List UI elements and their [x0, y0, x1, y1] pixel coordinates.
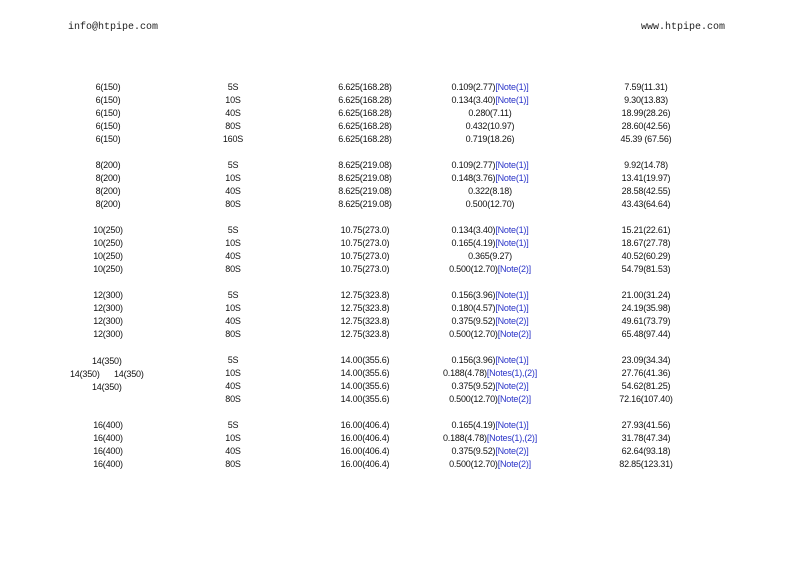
wall-thickness-cell [420, 185, 560, 198]
note-reference-link[interactable]: [Note(1)] [495, 160, 529, 170]
note-reference-link[interactable]: [Notes(1),(2)] [486, 368, 538, 378]
table-row [0, 159, 793, 172]
wall-thickness-cell [420, 367, 560, 380]
schedule-cell: 5S [227, 290, 239, 300]
weight-cell: 23.09(34.34) [621, 355, 671, 365]
wall-thickness-value: 0.500(12.70) [449, 264, 498, 274]
schedule-cell: 5S [227, 82, 239, 92]
note-reference-link[interactable]: [Note(1)] [495, 355, 529, 365]
schedule-cell: 80S [225, 264, 241, 274]
table-row [0, 263, 793, 276]
wall-thickness-cell [420, 432, 560, 445]
wall-thickness-cell [420, 224, 560, 237]
schedule-cell: 10S [225, 433, 241, 443]
note-reference-link[interactable]: [Note(2)] [497, 329, 531, 339]
wall-thickness-value: 0.500(12.70) [449, 394, 498, 404]
wall-thickness-value: 0.719(18.26) [465, 134, 515, 144]
wall-thickness-cell [420, 120, 560, 133]
wall-thickness-cell [420, 237, 560, 250]
note-reference-link[interactable]: [Note(1)] [495, 303, 529, 313]
wall-thickness-value: 0.375(9.52) [451, 381, 496, 391]
outside-diameter-cell: 8.625(219.08) [338, 199, 392, 209]
wall-thickness-cell [420, 81, 560, 94]
weight-cell: 43.43(64.64) [621, 199, 671, 209]
table-row [0, 81, 793, 94]
wall-thickness-cell [420, 380, 560, 393]
wall-thickness-cell [420, 458, 560, 471]
wall-thickness-cell [420, 315, 560, 328]
outside-diameter-cell: 14.00(355.6) [340, 381, 390, 391]
nominal-size-cell: 6(150) [95, 95, 121, 105]
outside-diameter-cell: 10.75(273.0) [340, 264, 390, 274]
table-row [0, 458, 793, 471]
weight-cell: 49.61(73.79) [621, 316, 671, 326]
outside-diameter-cell: 12.75(323.8) [340, 316, 390, 326]
weight-cell: 27.93(41.56) [621, 420, 671, 430]
nominal-size-cell: 10(250) [93, 225, 123, 235]
schedule-cell: 80S [225, 459, 241, 469]
schedule-cell: 80S [225, 121, 241, 131]
outside-diameter-cell: 6.625(168.28) [338, 134, 392, 144]
wall-thickness-value: 0.109(2.77) [451, 160, 496, 170]
wall-thickness-value: 0.180(4.57) [451, 303, 496, 313]
wall-thickness-value: 0.432(10.97) [465, 121, 515, 131]
table-row [0, 107, 793, 120]
table-row [0, 380, 793, 393]
table-row [0, 133, 793, 146]
schedule-cell: 40S [225, 381, 241, 391]
outside-diameter-cell: 16.00(406.4) [340, 459, 390, 469]
schedule-cell: 40S [225, 108, 241, 118]
note-reference-link[interactable]: [Note(1)] [495, 173, 529, 183]
nominal-size-cell: 16(400) [93, 446, 123, 456]
outside-diameter-cell: 8.625(219.08) [338, 186, 392, 196]
nominal-size-cell: 10(250) [93, 264, 123, 274]
outside-diameter-cell: 14.00(355.6) [340, 368, 390, 378]
wall-thickness-cell [420, 159, 560, 172]
outside-diameter-cell: 16.00(406.4) [340, 446, 390, 456]
nominal-size-cell: 8(200) [95, 199, 121, 209]
nominal-size-cell: 6(150) [95, 108, 121, 118]
weight-cell: 28.60(42.56) [621, 121, 671, 131]
note-reference-link[interactable]: [Note(1)] [495, 238, 529, 248]
table-row [0, 198, 793, 211]
table-row [0, 237, 793, 250]
outside-diameter-cell: 14.00(355.6) [340, 394, 390, 404]
table-row [0, 432, 793, 445]
outside-diameter-cell: 12.75(323.8) [340, 303, 390, 313]
wall-thickness-value: 0.148(3.76) [451, 173, 496, 183]
header-email: info@htpipe.com [68, 22, 159, 33]
nominal-size-cell: 10(250) [93, 251, 123, 261]
weight-cell: 9.92(14.78) [624, 160, 668, 170]
schedule-cell: 10S [225, 95, 241, 105]
note-reference-link[interactable]: [Note(1)] [495, 95, 529, 105]
note-reference-link[interactable]: [Note(1)] [495, 420, 529, 430]
table-row [0, 367, 793, 380]
wall-thickness-cell [420, 289, 560, 302]
wall-thickness-cell [420, 250, 560, 263]
table-row [0, 172, 793, 185]
weight-cell: 18.67(27.78) [621, 238, 671, 248]
nominal-size-cell: 12(300) [93, 316, 123, 326]
outside-diameter-cell: 10.75(273.0) [340, 225, 390, 235]
wall-thickness-cell [420, 172, 560, 185]
nominal-size-cell: 16(400) [93, 459, 123, 469]
schedule-cell: 160S [222, 134, 244, 144]
weight-cell: 13.41(19.97) [621, 173, 671, 183]
wall-thickness-cell [420, 445, 560, 458]
weight-cell: 7.59(11.31) [624, 82, 668, 92]
wall-thickness-value: 0.188(4.78) [442, 433, 487, 443]
nominal-size-label: 14(350) [92, 356, 122, 366]
schedule-cell: 80S [225, 394, 241, 404]
schedule-cell: 40S [225, 446, 241, 456]
note-reference-link[interactable]: [Note(1)] [495, 82, 529, 92]
weight-cell: 82.85(123.31) [619, 459, 673, 469]
wall-thickness-value: 0.134(3.40) [451, 95, 496, 105]
schedule-cell: 10S [225, 368, 241, 378]
weight-cell: 18.99(28.26) [621, 108, 671, 118]
outside-diameter-cell: 12.75(323.8) [340, 329, 390, 339]
nominal-size-cell: 12(300) [93, 329, 123, 339]
nominal-size-cell: 12(300) [93, 290, 123, 300]
wall-thickness-cell [420, 198, 560, 211]
size-group [0, 419, 793, 471]
wall-thickness-value: 0.134(3.40) [451, 225, 496, 235]
note-reference-link[interactable]: [Notes(1),(2)] [486, 433, 538, 443]
note-reference-link[interactable]: [Note(2)] [495, 316, 529, 326]
table-row [0, 328, 793, 341]
outside-diameter-cell: 6.625(168.28) [338, 121, 392, 131]
nominal-size-cell: 8(200) [95, 173, 121, 183]
schedule-cell: 10S [225, 173, 241, 183]
schedule-cell: 80S [225, 199, 241, 209]
note-reference-link[interactable]: [Note(2)] [495, 446, 529, 456]
weight-cell: 45.39 (67.56) [620, 134, 672, 144]
wall-thickness-cell [420, 393, 560, 406]
wall-thickness-cell [420, 94, 560, 107]
wall-thickness-value: 0.280(7.11) [468, 108, 512, 118]
pipe-dimensions-table [0, 81, 793, 484]
size-group [0, 354, 793, 406]
outside-diameter-cell: 16.00(406.4) [340, 433, 390, 443]
schedule-cell: 10S [225, 303, 241, 313]
weight-cell: 62.64(93.18) [621, 446, 671, 456]
outside-diameter-cell: 12.75(323.8) [340, 290, 390, 300]
table-row [0, 302, 793, 315]
wall-thickness-cell [420, 328, 560, 341]
wall-thickness-value: 0.156(3.96) [451, 290, 496, 300]
wall-thickness-cell [420, 419, 560, 432]
wall-thickness-cell [420, 133, 560, 146]
nominal-size-cell: 10(250) [93, 238, 123, 248]
size-group [0, 289, 793, 341]
note-reference-link[interactable]: [Note(2)] [497, 394, 531, 404]
weight-cell: 54.79(81.53) [621, 264, 671, 274]
table-row [0, 315, 793, 328]
nominal-size-cell: 8(200) [95, 160, 121, 170]
note-reference-link[interactable]: [Note(2)] [495, 381, 529, 391]
nominal-size-cell: 12(300) [93, 303, 123, 313]
table-row [0, 185, 793, 198]
table-row [0, 289, 793, 302]
outside-diameter-cell: 10.75(273.0) [340, 251, 390, 261]
nominal-size-cell: 16(400) [93, 433, 123, 443]
schedule-cell: 80S [225, 329, 241, 339]
size-group [0, 159, 793, 211]
table-row [0, 94, 793, 107]
wall-thickness-cell [420, 302, 560, 315]
wall-thickness-value: 0.500(12.70) [449, 459, 498, 469]
schedule-cell: 5S [227, 160, 239, 170]
outside-diameter-cell: 6.625(168.28) [338, 108, 392, 118]
weight-cell: 27.76(41.36) [621, 368, 671, 378]
schedule-cell: 5S [227, 420, 239, 430]
weight-cell: 15.21(22.61) [621, 225, 671, 235]
wall-thickness-value: 0.500(12.70) [465, 199, 515, 209]
weight-cell: 21.00(31.24) [621, 290, 671, 300]
schedule-cell: 40S [225, 186, 241, 196]
weight-cell: 54.62(81.25) [621, 381, 671, 391]
wall-thickness-value: 0.365(9.27) [468, 251, 512, 261]
schedule-cell: 40S [225, 316, 241, 326]
table-row [0, 445, 793, 458]
wall-thickness-cell [420, 107, 560, 120]
outside-diameter-cell: 14.00(355.6) [340, 355, 390, 365]
wall-thickness-value: 0.156(3.96) [451, 355, 496, 365]
wall-thickness-value: 0.375(9.52) [451, 316, 496, 326]
outside-diameter-cell: 10.75(273.0) [340, 238, 390, 248]
wall-thickness-value: 0.188(4.78) [442, 368, 487, 378]
weight-cell: 9.30(13.83) [624, 95, 668, 105]
nominal-size-label: 14(350) [114, 369, 144, 379]
note-reference-link[interactable]: [Note(1)] [495, 225, 529, 235]
wall-thickness-value: 0.109(2.77) [451, 82, 496, 92]
nominal-size-label: 14(350) [92, 382, 122, 392]
table-row [0, 354, 793, 367]
outside-diameter-cell: 8.625(219.08) [338, 173, 392, 183]
table-row [0, 419, 793, 432]
schedule-cell: 40S [225, 251, 241, 261]
outside-diameter-cell: 6.625(168.28) [338, 82, 392, 92]
weight-cell: 31.78(47.34) [621, 433, 671, 443]
schedule-cell: 10S [225, 238, 241, 248]
outside-diameter-cell: 8.625(219.08) [338, 160, 392, 170]
weight-cell: 28.58(42.55) [621, 186, 671, 196]
wall-thickness-cell [420, 263, 560, 276]
schedule-cell: 5S [227, 355, 239, 365]
wall-thickness-value: 0.500(12.70) [449, 329, 498, 339]
header-website: www.htpipe.com [640, 22, 725, 33]
table-row [0, 393, 793, 406]
nominal-size-cell: 6(150) [95, 134, 121, 144]
size-group [0, 81, 793, 146]
weight-cell: 65.48(97.44) [621, 329, 671, 339]
wall-thickness-value: 0.375(9.52) [451, 446, 496, 456]
note-reference-link[interactable]: [Note(1)] [495, 290, 529, 300]
nominal-size-cell: 8(200) [95, 186, 121, 196]
note-reference-link[interactable]: [Note(2)] [497, 459, 531, 469]
note-reference-link[interactable]: [Note(2)] [497, 264, 531, 274]
nominal-size-cell: 16(400) [93, 420, 123, 430]
outside-diameter-cell: 16.00(406.4) [340, 420, 390, 430]
weight-cell: 40.52(60.29) [621, 251, 671, 261]
weight-cell: 72.16(107.40) [619, 394, 673, 404]
wall-thickness-value: 0.165(4.19) [451, 420, 496, 430]
table-row [0, 224, 793, 237]
nominal-size-cell: 6(150) [95, 121, 121, 131]
table-row [0, 120, 793, 133]
table-row [0, 250, 793, 263]
schedule-cell: 5S [227, 225, 239, 235]
wall-thickness-value: 0.165(4.19) [451, 238, 496, 248]
nominal-size-label: 14(350) [70, 369, 100, 379]
size-group [0, 224, 793, 276]
wall-thickness-value: 0.322(8.18) [468, 186, 512, 196]
nominal-size-cell: 6(150) [95, 82, 121, 92]
weight-cell: 24.19(35.98) [621, 303, 671, 313]
wall-thickness-cell [420, 354, 560, 367]
outside-diameter-cell: 6.625(168.28) [338, 95, 392, 105]
